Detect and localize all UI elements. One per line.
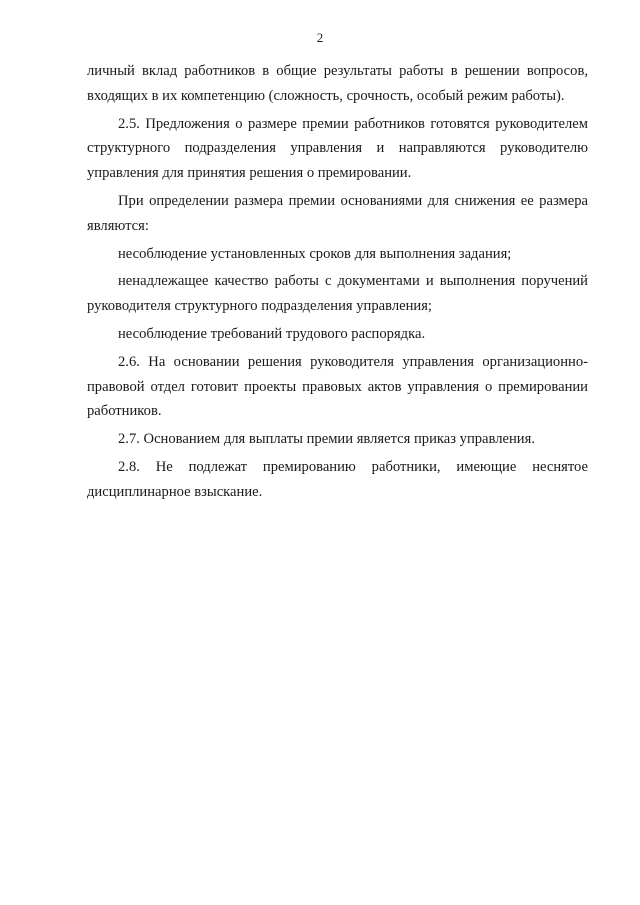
paragraph-ground-quality: ненадлежащее качество работы с документами и выполнения поручений руководителя структурного подразделения управления; — [87, 273, 588, 315]
paragraph-ground-deadlines: несоблюдение установленных сроков для выполнения задания; — [118, 245, 512, 262]
paragraph-ground-discipline: несоблюдение требований трудового распорядка. — [118, 325, 426, 342]
paragraph-2-6: 2.6. На основании решения руководителя управления организационно-правовой отдел готовит проекты правовых актов управления о премировании работников. — [87, 353, 588, 420]
paragraph-2-7: 2.7. Основанием для выплаты премии является приказ управления. — [118, 431, 535, 448]
page-number: 2 — [316, 30, 324, 45]
document-body — [87, 59, 588, 508]
paragraph-2-8: 2.8. Не подлежат премированию работники, имеющие неснятое дисциплинарное взыскание. — [87, 458, 588, 500]
paragraph-continuation: личный вклад работников в общие результаты работы в решении вопросов, входящих в их компетенцию (сложность, срочность, особый режим работы). — [87, 63, 588, 104]
paragraph-2-5: 2.5. Предложения о размере премии работников готовятся руководителем структурного подразделения управления и направляются руководителю управления для принятия решения о премировании. — [87, 115, 588, 182]
paragraph-reduction-grounds: При определении размера премии основаниями для снижения ее размера являются: — [87, 192, 588, 234]
